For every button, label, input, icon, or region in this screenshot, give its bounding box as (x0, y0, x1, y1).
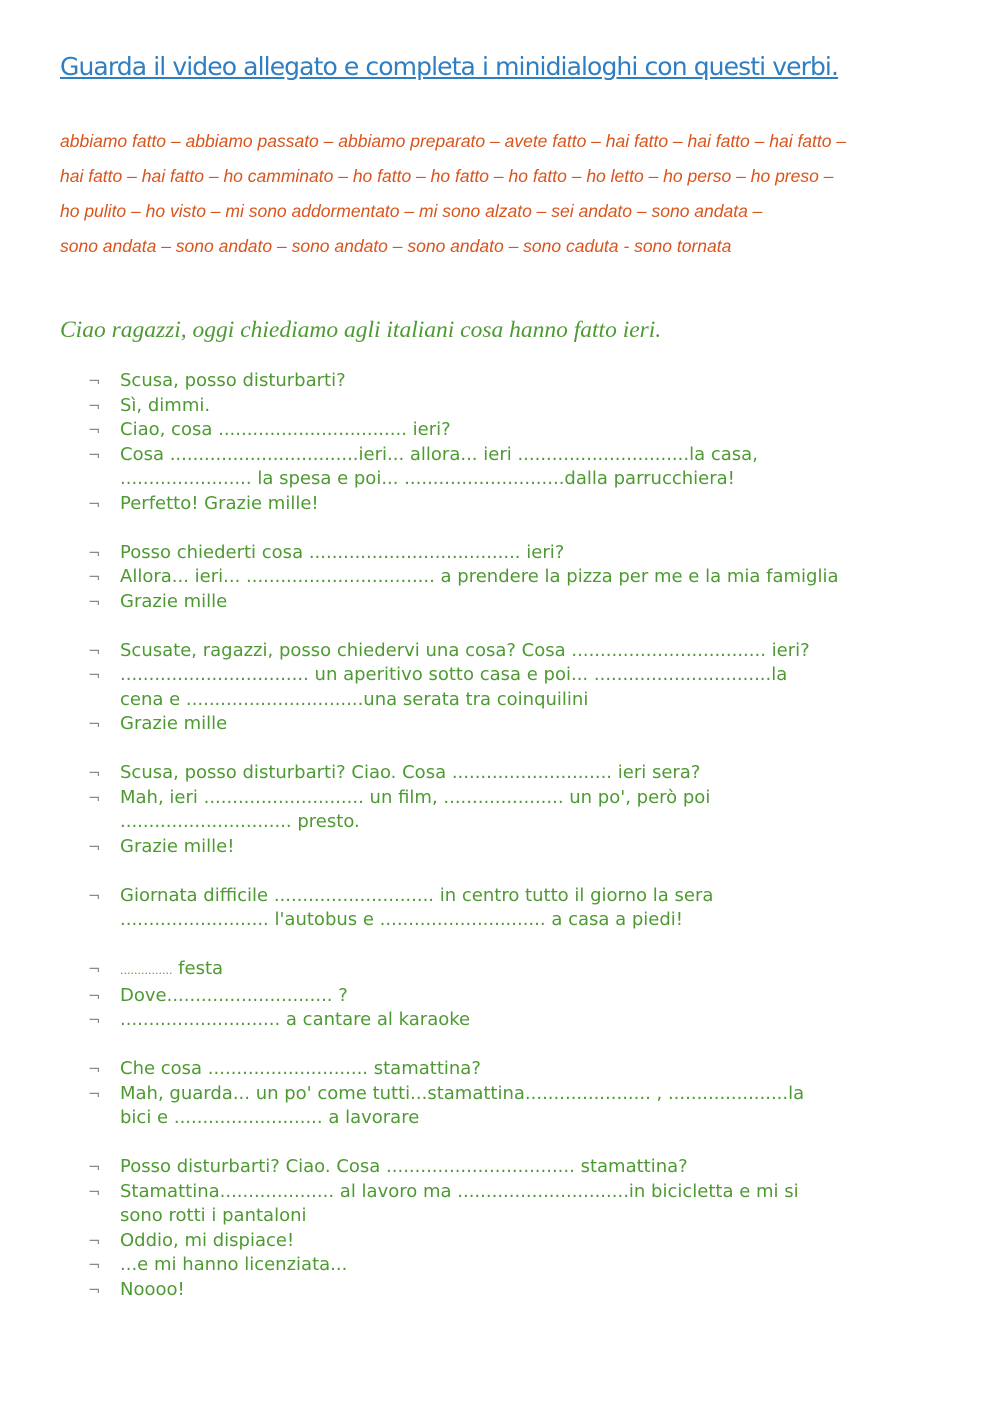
bullet-icon: ¬ (88, 592, 101, 611)
spacer (88, 737, 988, 762)
dialogue-line (88, 884, 988, 909)
bullet-icon: ¬ (88, 886, 101, 905)
dialogue-text: cena e ...............................una serata tra coinquilini (120, 688, 589, 710)
bullet-icon: ¬ (88, 421, 101, 439)
dialogue-line (88, 1057, 988, 1082)
dialogue-text: .......................... l'autobus e ............................. a casa a piedi! (120, 909, 684, 930)
spacer (88, 1033, 988, 1058)
bullet-icon: ¬ (88, 1011, 101, 1029)
bullet-icon: ¬ (88, 396, 101, 415)
blank-field: ............... (120, 964, 173, 977)
dialogue-line-continuation (88, 810, 988, 835)
dialogue-text: Grazie mille (120, 590, 228, 612)
dialogue-line (88, 786, 988, 811)
bullet-icon: ¬ (88, 641, 101, 660)
dialogue-text: ...e mi hanno licenziata... (120, 1254, 348, 1275)
bullet-icon: ¬ (88, 543, 101, 562)
dialogue-text: Noooo! (120, 1278, 185, 1300)
dialogue-text: sono rotti i pantaloni (120, 1205, 307, 1226)
dialogue-line (88, 984, 988, 1009)
dialogue-line (88, 394, 988, 419)
bullet-icon: ¬ (88, 568, 101, 586)
verb-list-line: abbiamo fatto – abbiamo passato – abbiamo preparato – avete fatto – hai fatto – hai fatto – hai fatto – (60, 131, 847, 151)
bullet-icon: ¬ (88, 445, 101, 464)
dialogue-text: Mah, ieri ............................ un film, ..................... un po', però poi (120, 786, 711, 808)
dialogue-line (88, 565, 988, 590)
dialogue-text: Dove............................. ? (120, 984, 348, 1006)
bullet-icon: ¬ (88, 1231, 101, 1250)
dialogue-text: Che cosa ............................ stamattina? (120, 1058, 481, 1079)
dialogue-text: Scusa, posso disturbarti? Ciao. Cosa ............................ ieri sera? (120, 762, 701, 783)
dialogue-line (88, 369, 988, 394)
dialogues (88, 369, 988, 1302)
dialogue-text: Scusa, posso disturbarti? (120, 370, 346, 391)
dialogue-line (88, 590, 988, 615)
dialogue-line-continuation (88, 1204, 988, 1229)
dialogue-line (88, 418, 988, 443)
bullet-icon: ¬ (88, 764, 101, 782)
bullet-icon: ¬ (88, 1158, 101, 1176)
dialogue-text: Stamattina.................... al lavoro ma ..............................in bicicletta e mi si (120, 1180, 799, 1202)
dialogue-line (88, 1008, 988, 1033)
dialogue-text: Scusate, ragazzi, posso chiedervi una cosa? Cosa .................................. ieri? (120, 639, 810, 661)
bullet-icon: ¬ (88, 788, 101, 807)
dialogue-text: Oddio, mi dispiace! (120, 1229, 295, 1251)
dialogue-text: Grazie mille! (120, 835, 235, 857)
dialogue-text: bici e .......................... a lavorare (120, 1107, 420, 1128)
bullet-icon: ¬ (88, 1280, 101, 1299)
bullet-icon: ¬ (88, 1256, 101, 1274)
bullet-icon: ¬ (88, 372, 101, 390)
dialogue-line (88, 1229, 988, 1254)
dialogue-line (88, 1253, 988, 1278)
dialogue-text: Giornata difficile ............................ in centro tutto il giorno la sera (120, 884, 714, 906)
dialogue-line (88, 835, 988, 860)
dialogue-line-continuation (88, 1106, 988, 1131)
bullet-icon: ¬ (88, 1084, 101, 1103)
dialogue-text: ....................... la spesa e poi... ............................dalla parrucchiera! (120, 468, 735, 489)
bullet-icon: ¬ (88, 837, 101, 856)
dialogue-text: Posso chiederti cosa ..................................... ieri? (120, 541, 565, 563)
dialogue-line (88, 492, 988, 517)
bullet-icon: ¬ (88, 960, 101, 978)
intro-sentence: Ciao ragazzi, oggi chiediamo agli italiani cosa hanno fatto ieri. (60, 317, 662, 343)
dialogue-line (88, 1082, 988, 1107)
spacer (88, 614, 988, 639)
dialogue-text: Sì, dimmi. (120, 394, 211, 416)
dialogue-line-continuation (88, 908, 988, 933)
bullet-icon: ¬ (88, 494, 101, 513)
dialogue-line (88, 761, 988, 786)
verb-list-line: ho pulito – ho visto – mi sono addormentato – mi sono alzato – sei andato – sono andata – (60, 201, 763, 221)
dialogue-text: Mah, guarda... un po' come tutti...stamattina...................... , .....................la (120, 1082, 805, 1104)
dialogue-text: Allora... ieri... ................................. a prendere la pizza per me e la mia famiglia (120, 566, 839, 587)
dialogue-text: festa (172, 958, 224, 979)
spacer (88, 859, 988, 884)
spacer (88, 933, 988, 958)
spacer (88, 516, 988, 541)
bullet-icon: ¬ (88, 666, 101, 684)
dialogue-text: .............................. presto. (120, 811, 360, 832)
verb-list-line: sono andata – sono andato – sono andato – sono andato – sono caduta - sono tornata (60, 236, 732, 256)
dialogue-text: Grazie mille (120, 713, 228, 734)
dialogue-line (88, 541, 988, 566)
dialogue-line (88, 663, 988, 688)
verb-list-line: hai fatto – hai fatto – ho camminato – ho fatto – ho fatto – ho fatto – ho letto – ho perso – ho preso – (60, 166, 834, 186)
dialogue-line-continuation (88, 467, 988, 492)
spacer (88, 1131, 988, 1156)
bullet-icon: ¬ (88, 1182, 101, 1201)
dialogue-text: Cosa .................................ieri... allora... ieri ..............................la casa, (120, 443, 758, 465)
bullet-icon: ¬ (88, 986, 101, 1005)
dialogue-line (88, 1180, 988, 1205)
dialogue-line-continuation (88, 688, 988, 713)
dialogue-line (88, 639, 988, 664)
dialogue-line (88, 1155, 988, 1180)
dialogue-text: Perfetto! Grazie mille! (120, 492, 319, 514)
dialogue-line (88, 443, 988, 468)
dialogue-text: Ciao, cosa ................................. ieri? (120, 419, 451, 440)
dialogue-text: ............................ a cantare al karaoke (120, 1009, 471, 1030)
bullet-icon: ¬ (88, 715, 101, 733)
dialogue-line (88, 712, 988, 737)
dialogue-text: Posso disturbarti? Ciao. Cosa ................................. stamattina? (120, 1156, 688, 1177)
dialogue-text: ................................. un aperitivo sotto casa e poi... ...............................la (120, 664, 788, 685)
dialogue-line (88, 1278, 988, 1303)
dialogue-line (88, 957, 988, 984)
verb-list (60, 124, 980, 264)
bullet-icon: ¬ (88, 1060, 101, 1078)
page-title: Guarda il video allegato e completa i minidialoghi con questi verbi. (60, 52, 839, 81)
